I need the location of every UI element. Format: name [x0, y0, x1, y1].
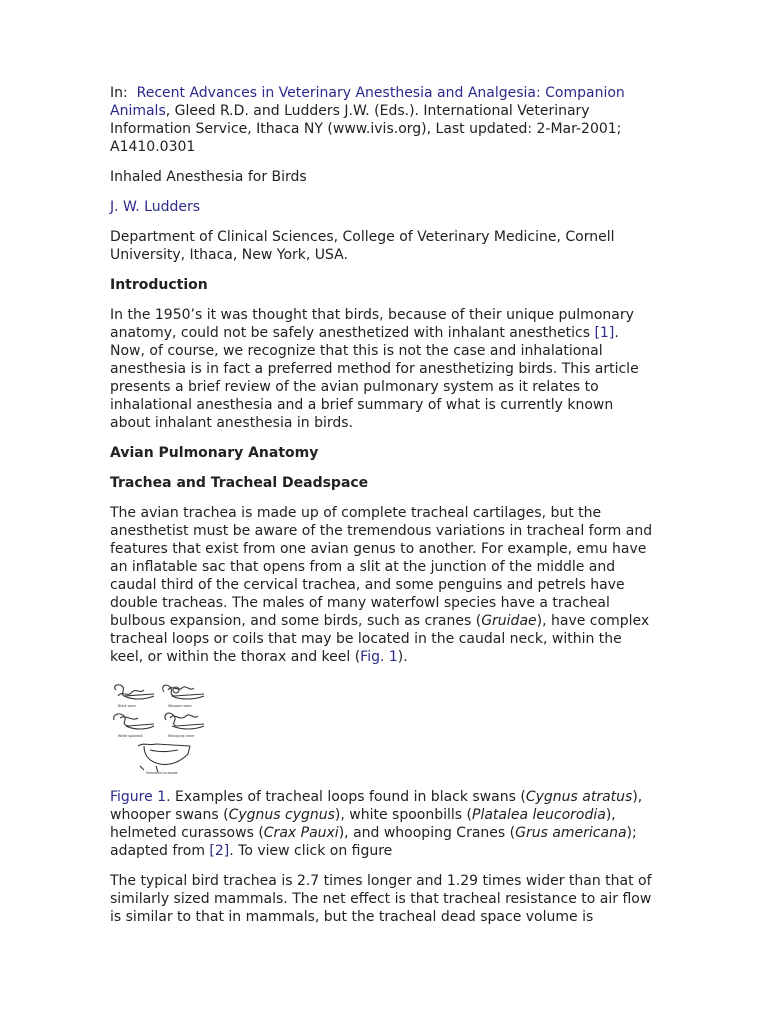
whooping-crane-illustration [165, 713, 204, 729]
citation-details: , Gleed R.D. and Ludders J.W. (Eds.). International Veterinary Information Service, Ithaca NY (www.ivis.org), Last updated: 2-Mar-2001; A1410.0301 [110, 103, 622, 155]
introduction-paragraph [110, 306, 658, 432]
citation-prefix: In: [110, 85, 128, 101]
figure-label-whooper-swan: Whooper swan [168, 704, 192, 708]
fig-1-link[interactable]: Fig. 1 [360, 649, 398, 665]
white-spoonbill-illustration [114, 714, 154, 729]
book-title-link[interactable]: Recent Advances in Veterinary Anesthesia and Analgesia: Companion Animals [110, 85, 625, 119]
document-page [110, 84, 658, 926]
caption-text-a: . Examples of tracheal loops found in black swans ( [166, 789, 526, 805]
species-cygnus-cygnus: Cygnus cygnus [228, 807, 335, 823]
anatomy-heading: Avian Pulmonary Anatomy [110, 445, 319, 461]
intro-text-b: . Now, of course, we recognize that this is not the case and inhalational anesthesia is in fact a preferred method for anesthetizing birds. This article presents a brief review of the avian pulmonary system as it relates to inhalational anesthesia and a brief summary of what is currently known about inhalant anesthesia in birds. [110, 325, 639, 431]
trachea-text-b: ), have complex tracheal loops or coils that may be located in the caudal neck, within the keel, or within the thorax and keel ( [110, 613, 650, 665]
species-crax-pauxi: Crax Pauxi [263, 825, 339, 841]
gruidae-italic: Gruidae [481, 613, 537, 629]
figure-label-whooping-crane: Whooping crane [168, 734, 195, 738]
author-link[interactable]: J. W. Ludders [110, 199, 201, 215]
species-cygnus-atratus: Cygnus atratus [525, 789, 633, 805]
figure-caption [110, 788, 658, 860]
reference-1-link[interactable]: [1] [594, 325, 615, 341]
helmeted-curassow-illustration [138, 744, 190, 772]
species-platalea-leucorodia: Platalea leucorodia [472, 807, 606, 823]
caption-text-e: ), and whooping Cranes ( [338, 825, 516, 841]
tracheal-loops-figure [110, 680, 210, 776]
author [110, 198, 658, 216]
caption-text-d: ), helmeted curassows ( [110, 807, 616, 841]
caption-text-g: . To view click on figure [229, 843, 393, 859]
trachea-heading: Trachea and Tracheal Deadspace [110, 475, 369, 491]
citation [110, 84, 658, 156]
affiliation: Department of Clinical Sciences, College of Veterinary Medicine, Cornell University, Ithaca, New York, USA. [110, 229, 615, 263]
black-swan-illustration [115, 685, 154, 699]
caption-text-c: ), white spoonbills ( [334, 807, 472, 823]
introduction-heading: Introduction [110, 277, 208, 293]
reference-2-link[interactable]: [2] [209, 843, 230, 859]
intro-text-a: In the 1950’s it was thought that birds, because of their unique pulmonary anatomy, could not be safely anesthetized with inhalant anesthetics [110, 307, 634, 341]
whooper-swan-illustration [163, 685, 204, 699]
species-grus-americana: Grus americana [515, 825, 627, 841]
figure-1-label-link[interactable]: Figure 1 [110, 789, 167, 805]
figure-label-black-swan: Black swan [118, 704, 136, 708]
caption-text-b: ), whooper swans ( [110, 789, 643, 823]
figure-label-white-spoonbill: White spoonbill [118, 734, 143, 738]
article-title: Inhaled Anesthesia for Birds [110, 169, 307, 185]
trachea-text-a: The avian trachea is made up of complete tracheal cartilages, but the anesthetist must be aware of the tremendous variations in tracheal form and features that exist from one avian genus to another. For example, emu have an inflatable sac that opens from a slit at the junction of the middle and caudal third of the cervical trachea, and some penguins and petrels have double tracheas. The males of many waterfowl species have a tracheal bulbous expansion, and some birds, such as cranes ( [110, 505, 653, 629]
figure-label-helmeted-curassow: Helmeted curassow [146, 771, 178, 775]
trachea-text-c: ). [397, 649, 408, 665]
trachea-paragraph [110, 504, 658, 666]
closing-paragraph: The typical bird trachea is 2.7 times longer and 1.29 times wider than that of similarly sized mammals. The net effect is that tracheal resistance to air flow is similar to that in mammals, but the tracheal dead space volume is [110, 873, 652, 925]
figure-1-thumbnail[interactable] [110, 680, 658, 776]
caption-text-f: ); adapted from [110, 825, 637, 859]
